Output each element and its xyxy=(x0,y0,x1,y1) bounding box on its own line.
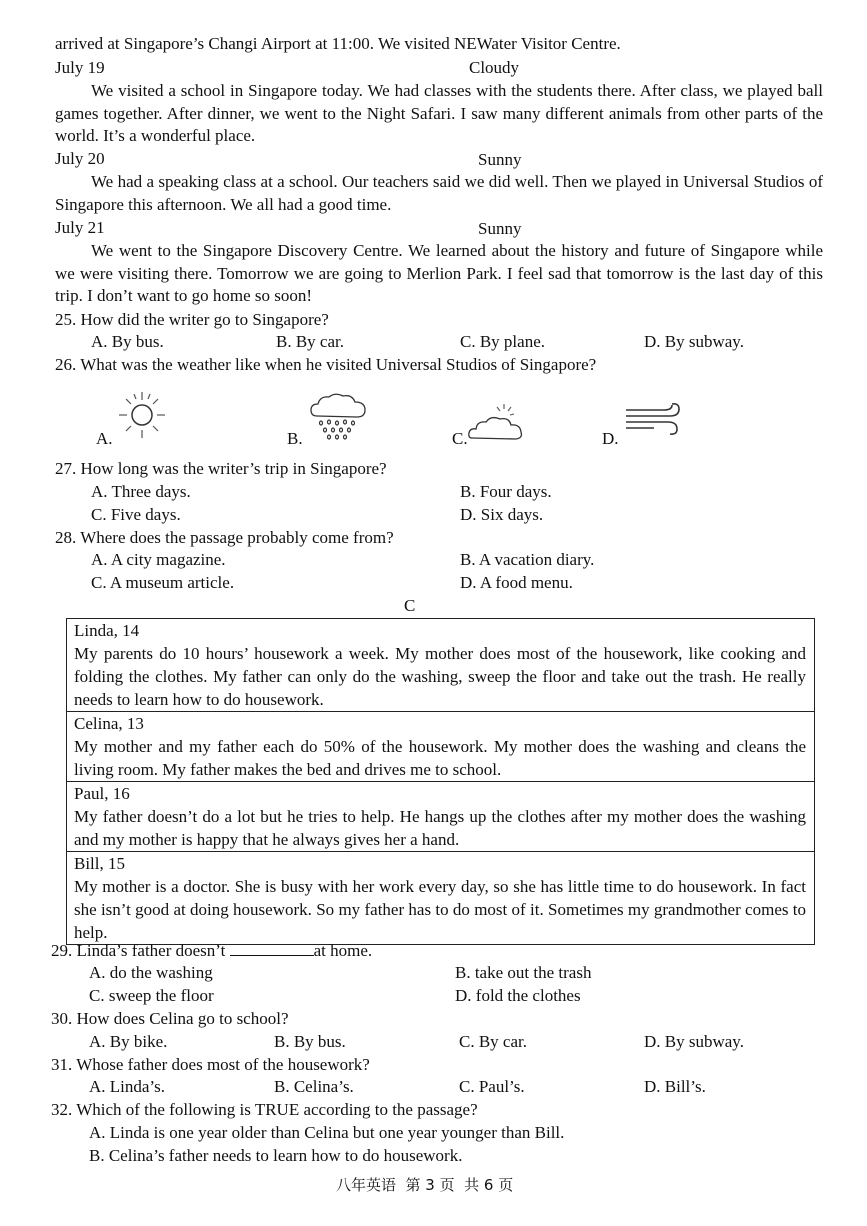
option-c: C. Paul’s. xyxy=(459,1077,525,1096)
option-a: A. xyxy=(96,429,113,448)
option-b: B. By bus. xyxy=(274,1032,346,1051)
option-b: B. xyxy=(287,429,303,448)
option-a: A. Linda is one year older than Celina but one year younger than Bill. xyxy=(89,1123,565,1142)
person-name: Paul, 16 xyxy=(74,784,130,803)
person-text: My parents do 10 hours’ housework a week. My mother does most of the housework, like cooking and folding the clothes. My father can only do the washing, sweep the floor and take out the trash. He really needs to learn how to do housework. xyxy=(74,644,806,709)
option-b: B. take out the trash xyxy=(455,963,592,982)
entry-weather: Cloudy xyxy=(469,58,520,77)
person-cell xyxy=(67,852,814,944)
section-heading: C xyxy=(404,596,416,615)
entry-weather: Sunny xyxy=(478,219,522,238)
option-d: D. A food menu. xyxy=(460,573,573,592)
entry-date: July 21 xyxy=(55,218,105,237)
option-c: C. A museum article. xyxy=(91,573,235,592)
person-text: My mother is a doctor. She is busy with her work every day, so she has little time to do housework. In fact she isn’t good at doing housework. So my father has to do most of it. Sometimes my grandmother comes to help. xyxy=(74,877,806,942)
option-b: B. By car. xyxy=(276,332,344,351)
option-d: D. fold the clothes xyxy=(455,986,581,1005)
option-b: B. A vacation diary. xyxy=(460,550,595,569)
question-stem: 28. Where does the passage probably come from? xyxy=(55,528,394,547)
answer-blank xyxy=(230,941,314,956)
option-c: C. sweep the floor xyxy=(89,986,214,1005)
option-c: C. By car. xyxy=(459,1032,527,1051)
page-footer: 八年英语 第 3 页 共 6 页 xyxy=(336,1176,514,1194)
person-name: Celina, 13 xyxy=(74,714,144,733)
option-a: A. By bike. xyxy=(89,1032,168,1051)
option-a: A. Linda’s. xyxy=(89,1077,166,1096)
sun-icon xyxy=(116,389,168,441)
option-d: D. By subway. xyxy=(644,1032,744,1051)
person-name: Bill, 15 xyxy=(74,854,126,873)
option-d: D. Six days. xyxy=(460,505,544,524)
person-cell xyxy=(67,712,814,782)
question-stem: 30. How does Celina go to school? xyxy=(51,1009,289,1028)
question-stem xyxy=(51,940,372,962)
question-stem: 26. What was the weather like when he visited Universal Studios of Singapore? xyxy=(55,355,597,374)
person-cell xyxy=(67,619,814,712)
person-text: My father doesn’t do a lot but he tries to help. He hangs up the clothes after my mother does the washing and my mother is happy that he always gives her a hand. xyxy=(74,807,806,849)
entry-weather: Sunny xyxy=(478,150,522,169)
stem-post: at home. xyxy=(313,941,373,960)
entry-date: July 19 xyxy=(55,58,105,77)
option-a: A. A city magazine. xyxy=(91,550,226,569)
cloudy-icon xyxy=(466,400,528,444)
entry-text: We visited a school in Singapore today. We had classes with the students there. After class, we played ball games together. After dinner, we went to the Night Safari. I saw many different animals from other parts of the world. It’s a wonderful place. xyxy=(55,81,823,145)
option-c: C. xyxy=(452,429,468,448)
entry-date: July 20 xyxy=(55,149,105,168)
wind-icon xyxy=(624,402,682,436)
question-stem: 27. How long was the writer’s trip in Singapore? xyxy=(55,459,387,478)
option-a: A. do the washing xyxy=(89,963,213,982)
person-cell xyxy=(67,782,814,852)
question-stem: 32. Which of the following is TRUE according to the passage? xyxy=(51,1100,478,1119)
entry-text: We had a speaking class at a school. Our teachers said we did well. Then we played in Universal Studios of Singapore this afternoon. We all had a good time. xyxy=(55,172,823,214)
option-c: C. By plane. xyxy=(460,332,545,351)
option-d: D. Bill’s. xyxy=(644,1077,706,1096)
option-d: D. xyxy=(602,429,619,448)
rain-cloud-icon xyxy=(305,392,371,440)
person-text: My mother and my father each do 50% of the housework. My mother does the washing and cleans the living room. My father makes the bed and drives me to school. xyxy=(74,737,806,779)
option-c: C. Five days. xyxy=(91,505,181,524)
option-b: B. Celina’s. xyxy=(274,1077,354,1096)
option-d: D. By subway. xyxy=(644,332,744,351)
option-a: A. By bus. xyxy=(91,332,164,351)
question-stem: 31. Whose father does most of the housework? xyxy=(51,1055,370,1074)
person-name: Linda, 14 xyxy=(74,621,140,640)
entry-text: We went to the Singapore Discovery Centre. We learned about the history and future of Singapore while we were visiting there. Tomorrow we are going to Merlion Park. I feel sad that tomorrow is the last day of this trip. I don’t want to go home so soon! xyxy=(55,241,823,305)
housework-table xyxy=(66,618,815,945)
option-b: B. Four days. xyxy=(460,482,552,501)
option-a: A. Three days. xyxy=(91,482,191,501)
stem-pre: 29. Linda’s father doesn’t xyxy=(51,941,226,960)
option-b: B. Celina’s father needs to learn how to do housework. xyxy=(89,1146,463,1165)
diary-intro-tail: arrived at Singapore’s Changi Airport at 11:00. We visited NEWater Visitor Centre. xyxy=(55,34,621,53)
question-stem: 25. How did the writer go to Singapore? xyxy=(55,310,329,329)
